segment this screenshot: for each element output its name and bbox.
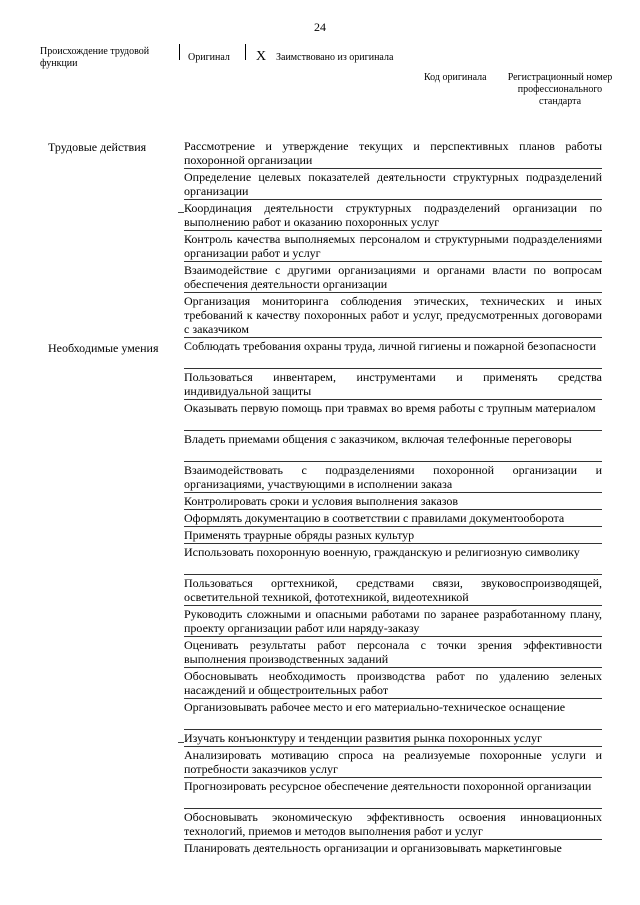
list-item: Пользоваться инвентарем, инструментами и применять средства индивидуальной защиты <box>184 370 602 398</box>
list-item: Оформлять документацию в соответствии с правилами документооборота <box>184 510 602 527</box>
list-item: Определение целевых показателей деятельности структурных подразделений организации <box>184 170 602 198</box>
registration-number-label: Регистрационный номер профессионального стандарта <box>507 72 613 107</box>
divider <box>245 44 246 60</box>
section-label-required-skills: Необходимые умения <box>48 341 159 355</box>
list-item: Обосновывать экономическую эффективность освоения инновационных технологий, приемов и методов выполнения работ и услуг <box>184 810 602 838</box>
list-item: Обосновывать необходимость производства работ по удалению зеленых насаждений и общестроительных работ <box>184 669 602 697</box>
list-item: Пользоваться оргтехникой, средствами связи, звуковоспроизводящей, осветительной техникой, фототехникой, видеотехникой <box>184 576 602 604</box>
margin-mark <box>178 212 184 213</box>
list-item: Использовать похоронную военную, гражданскую и религиозную символику <box>184 544 602 575</box>
list-item: Координация деятельности структурных подразделений организации по выполнению работ и оказанию похоронных услуг <box>184 200 602 231</box>
list-item: Контролировать сроки и условия выполнения заказов <box>184 493 602 510</box>
list-item: Оказывать первую помощь при травмах во время работы с трупным материалом <box>184 400 602 431</box>
list-item: Прогнозировать ресурсное обеспечение деятельности похоронной организации <box>184 778 602 809</box>
original-option-label: Оригинал <box>188 52 230 63</box>
list-item: Руководить сложными и опасными работами по заранее разработанному плану, проекту организации работ или наряду-заказу <box>184 607 602 635</box>
section-label-labor-actions: Трудовые действия <box>48 140 147 154</box>
list-item: Анализировать мотивацию спроса на реализуемые похоронные услуги и потребности заказчиков услуг <box>184 748 602 776</box>
list-item: Рассмотрение и утверждение текущих и перспективных планов работы похоронной организации <box>184 139 602 167</box>
list-item: Организация мониторинга соблюдения этических, технических и иных требований к качеству похоронных работ и услуг, предусмотренных договорами с заказчиком <box>184 294 602 336</box>
list-item: Взаимодействовать с подразделениями похоронной организации и организациями, участвующими в исполнении заказа <box>184 463 602 491</box>
origin-label: Происхождение трудовой функции <box>40 46 150 69</box>
page-number: 24 <box>314 20 326 34</box>
required-skills-list <box>184 338 602 856</box>
labor-actions-list <box>184 138 602 338</box>
list-item: Соблюдать требования охраны труда, личной гигиены и пожарной безопасности <box>184 338 602 369</box>
borrowed-option-label: Заимствовано из оригинала <box>276 52 394 63</box>
original-code-label: Код оригинала <box>424 72 487 83</box>
list-item: Применять траурные обряды разных культур <box>184 527 602 544</box>
list-item: Изучать конъюнктуру и тенденции развития рынка похоронных услуг <box>184 730 602 747</box>
list-item: Владеть приемами общения с заказчиком, включая телефонные переговоры <box>184 431 602 462</box>
list-item: Планировать деятельность организации и организовывать маркетинговые <box>184 841 562 855</box>
selected-mark: X <box>256 49 267 64</box>
list-item: Организовывать рабочее место и его материально-техническое оснащение <box>184 699 602 730</box>
divider <box>179 44 180 60</box>
list-item: Взаимодействие с другими организациями и органами власти по вопросам обеспечения деятельности организации <box>184 263 602 291</box>
list-item: Оценивать результаты работ персонала с точки зрения эффективности выполнения производственных заданий <box>184 638 602 666</box>
margin-mark <box>178 742 184 743</box>
list-item: Контроль качества выполняемых персоналом и структурными подразделениями организации работ и услуг <box>184 232 602 260</box>
